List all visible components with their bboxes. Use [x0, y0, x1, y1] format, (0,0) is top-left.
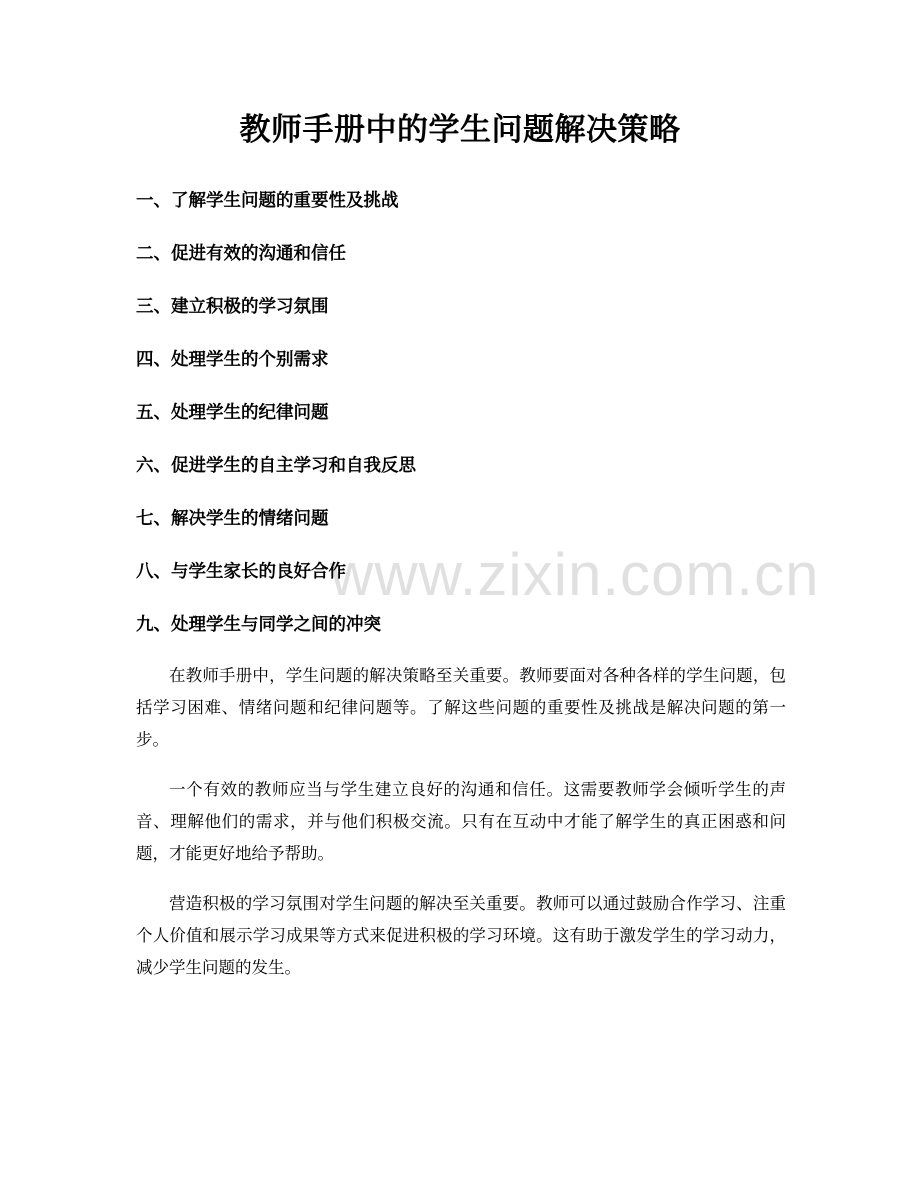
- document-title: 教师手册中的学生问题解决策略: [239, 112, 681, 148]
- paragraph-1: 在教师手册中，学生问题的解决策略至关重要。教师要面对各种各样的学生问题，包括学习困难、情绪问题和纪律问题等。了解这些问题的重要性及挑战是解决问题的第一步。: [136, 666, 786, 749]
- toc-item-6: 六、促进学生的自主学习和自我反思: [136, 456, 416, 476]
- toc-item-3: 三、建立积极的学习氛围: [136, 297, 329, 317]
- watermark: www.zixin.com.cn: [330, 541, 820, 608]
- paragraph-3: 营造积极的学习氛围对学生问题的解决至关重要。教师可以通过鼓励合作学习、注重个人价值和展示学习成果等方式来促进积极的学习环境。这有助于激发学生的学习动力，减少学生问题的发生。: [136, 894, 786, 977]
- paragraph-2: 一个有效的教师应当与学生建立良好的沟通和信任。这需要教师学会倾听学生的声音、理解他们的需求，并与他们积极交流。只有在互动中才能了解学生的真正困惑和问题，才能更好地给予帮助。: [136, 780, 786, 863]
- toc-item-4: 四、处理学生的个别需求: [136, 350, 329, 370]
- toc-item-2: 二、促进有效的沟通和信任: [136, 244, 346, 264]
- toc-item-1: 一、了解学生问题的重要性及挑战: [136, 191, 399, 211]
- toc-item-8: 八、与学生家长的良好合作: [136, 562, 346, 582]
- table-of-contents: [136, 186, 796, 663]
- toc-item-7: 七、解决学生的情绪问题: [136, 509, 329, 529]
- body-text: [136, 660, 786, 1002]
- toc-item-9: 九、处理学生与同学之间的冲突: [136, 615, 381, 635]
- toc-item-5: 五、处理学生的纪律问题: [136, 403, 329, 423]
